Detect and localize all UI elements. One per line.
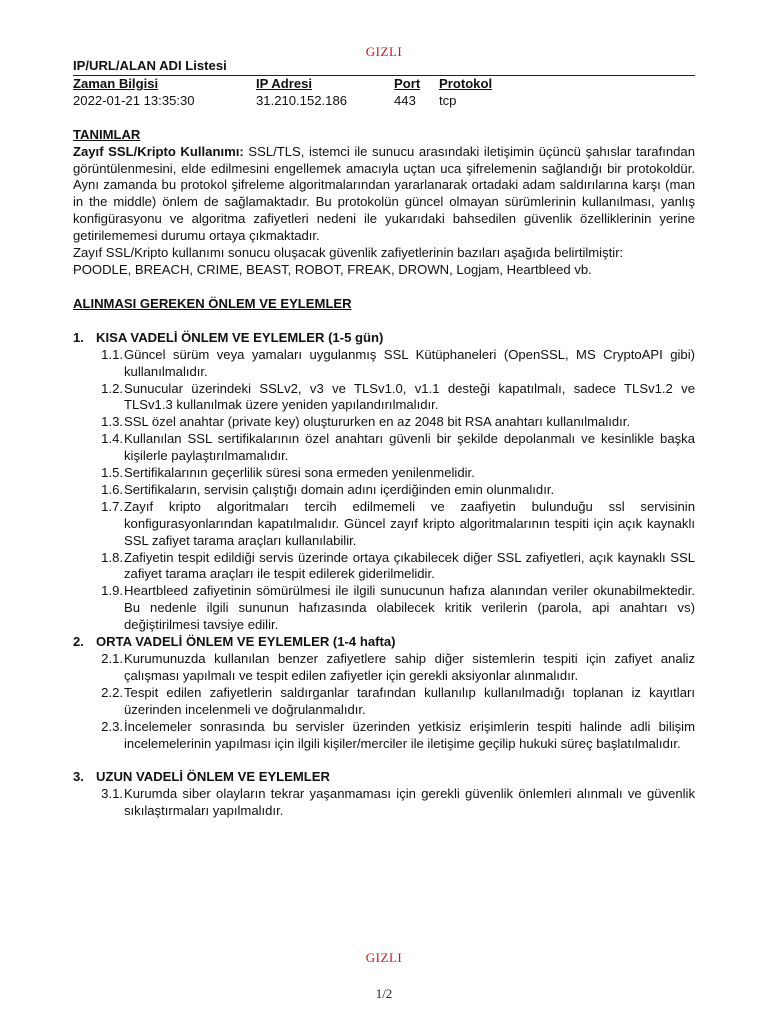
list-item — [73, 685, 695, 719]
section-long-term — [73, 769, 695, 786]
item-text: İncelemeler sonrasında bu servisler üzerinden yetkisiz erişimlerin tespiti halinde adli bilişim incelemelerinin yapılması için ilgili kişiler/merciler ile iletişime geçilip hukuki süreç başlatılmalıdır. — [124, 718, 695, 751]
classification-header: GIZLI — [365, 44, 403, 59]
item-text: Sertifikaların, servisin çalıştığı domain adını içerdiğinden emin olunmalıdır. — [124, 481, 555, 497]
section-title: ORTA VADELİ ÖNLEM VE EYLEMLER (1-4 hafta) — [96, 634, 396, 650]
list-item — [73, 499, 695, 550]
cell-protocol: tcp — [439, 92, 457, 108]
table-header — [73, 76, 695, 93]
item-text: Zafiyetin tespit edildiği servis üzerinde ortaya çıkabilecek diğer SSL zafiyetleri, açık kaynaklı SSL zafiyet tarama araçları ile tespit edilerek giderilmelidir. — [124, 549, 695, 582]
item-number: 3.1. — [101, 786, 123, 802]
item-number: 1.3. — [101, 414, 123, 430]
item-number: 1.5. — [101, 465, 123, 481]
table-row — [73, 93, 695, 110]
cell-port: 443 — [394, 92, 416, 108]
vulnerability-list: POODLE, BREACH, CRIME, BEAST, ROBOT, FREAK, DROWN, Logjam, Heartbleed vb. — [73, 261, 592, 277]
page-number: 1/2 — [375, 986, 393, 1001]
item-text: Tespit edilen zafiyetlerin saldırganlar tarafından kullanılıp kullanılmadığı toplanan iz kayıtları üzerinden incelenmeli ve doğrulanmalıdır. — [124, 684, 695, 717]
item-text: Kullanılan SSL sertifikalarının özel anahtarı güvenli bir şekilde depolanmalı ve kesinlikle başka kişilerle paylaştırılmamalıdır. — [124, 431, 695, 464]
item-number: 2.3. — [101, 718, 123, 734]
item-number: 2.1. — [101, 651, 123, 666]
col-header-port: Port — [394, 75, 421, 91]
item-text: Güncel sürüm veya yamaları uygulanmış SSL Kütüphaneleri (OpenSSL, MS CryptoAPI gibi) kullanılmalıdır. — [124, 346, 695, 379]
item-number: 1.1. — [101, 346, 123, 362]
document-title: IP/URL/ALAN ADI Listesi — [73, 58, 695, 76]
cell-time: 2022-01-21 13:35:30 — [73, 92, 195, 108]
section-medium-term — [73, 634, 695, 651]
list-item — [73, 465, 695, 482]
classification-footer: GIZLI — [365, 950, 403, 965]
list-item — [73, 414, 695, 431]
item-text: Heartbleed zafiyetinin sömürülmesi ile ilgili sunucunun hafıza alanından veriler okunabilmektedir. Bu nedenle ilgili sununun hafızasında olabilecek kritik verilerin (parola, api anahtarı vs) değiştirilmesi tavsiye edilir. — [124, 583, 695, 633]
vulnerability-note: Zayıf SSL/Kripto kullanımı sonucu oluşacak güvenlik zafiyetlerinin bazıları aşağıda belirtilmiştir: — [73, 245, 624, 261]
list-item — [73, 786, 695, 820]
list-item — [73, 583, 695, 634]
list-item — [73, 347, 695, 381]
actions-heading: ALINMASI GEREKEN ÖNLEM VE EYLEMLER — [73, 295, 352, 311]
list-item — [73, 431, 695, 465]
col-header-protocol: Protokol — [439, 75, 493, 91]
list-item — [73, 550, 695, 584]
definition-term: Zayıf SSL/Kripto Kullanımı: — [73, 143, 244, 159]
definition-text: SSL/TLS, istemci ile sunucu arasındaki iletişimin üçüncü şahıslar tarafından görüntülenmesini, elde edilmesini engellemek amacıyla uçtan uca şifrelemenin sağlandığı bir protokoldür. Aynı zamanda bu protokol şifreleme algoritmalarından yararlanarak ortadaki adam saldırılarına karşı (man in the middle) önlem de sağlamaktadır. Bu protokolün güncel olmayan sürümlerinin kullanılması, yanlış konfigürasyonu ve algoritma zafiyetleri nedeni ile yukarıdaki bahsedilen güvenlik özelliklerinin yerine getirilememesi durumu ortaya çıkmaktadır. — [73, 143, 695, 244]
list-item — [73, 482, 695, 499]
section-title: KISA VADELİ ÖNLEM VE EYLEMLER (1-5 gün) — [96, 329, 384, 345]
item-number: 1.4. — [101, 431, 123, 447]
col-header-ip: IP Adresi — [256, 75, 313, 91]
item-number: 2.2. — [101, 684, 123, 700]
item-text: Sertifikalarının geçerlilik süresi sona ermeden yenilenmelidir. — [124, 465, 475, 481]
item-number: 1.8. — [101, 549, 123, 565]
section-title: UZUN VADELİ ÖNLEM VE EYLEMLER — [96, 769, 330, 785]
item-text: Sunucular üzerindeki SSLv2, v3 ve TLSv1.0, v1.1 desteği kapatılmalı, sadece TLSv1.2 ve TLSv1.3 kullanılmak üzere yeniden yapılandırılmalıdır. — [124, 380, 695, 413]
definition-paragraph — [73, 144, 695, 245]
item-text: Kurumda siber olayların tekrar yaşanmaması için gerekli güvenlik önlemleri alınmalı ve güvenlik sıkılaştırmaları yapılmalıdır. — [124, 786, 695, 819]
item-number: 1.6. — [101, 481, 123, 497]
item-number: 1.7. — [101, 498, 123, 514]
item-text: Kurumunuzda kullanılan benzer zafiyetlere sahip diğer sistemlerin tespiti için zafiyet analiz çalışması yapılmalı ve tespit edilen zafiyetler için gerekli aksiyonlar alınmalıdır. — [124, 651, 695, 683]
item-text: Zayıf kripto algoritmaları tercih edilmemeli ve zaafiyetin bulunduğu ssl servisinin konfigurasyonlarından kapatılmalıdır. Güncel zayıf kripto algoritmalarının tespiti için açık kaynaklı SSL zafiyet tarama araçları kullanılabilir. — [124, 498, 695, 548]
cell-ip: 31.210.152.186 — [256, 92, 348, 108]
section-number: 1. — [73, 329, 84, 345]
item-number: 1.2. — [101, 380, 123, 396]
document-body — [73, 58, 695, 820]
list-item — [73, 381, 695, 415]
item-number: 1.9. — [101, 583, 123, 599]
list-item — [73, 651, 695, 685]
section-number: 2. — [73, 634, 84, 650]
section-short-term — [73, 330, 695, 347]
list-item — [73, 719, 695, 753]
definitions-heading: TANIMLAR — [73, 126, 141, 142]
col-header-time: Zaman Bilgisi — [73, 75, 159, 91]
item-text: SSL özel anahtar (private key) oluştururken en az 2048 bit RSA anahtarı kullanılmalıdır. — [124, 414, 631, 430]
section-number: 3. — [73, 769, 84, 785]
